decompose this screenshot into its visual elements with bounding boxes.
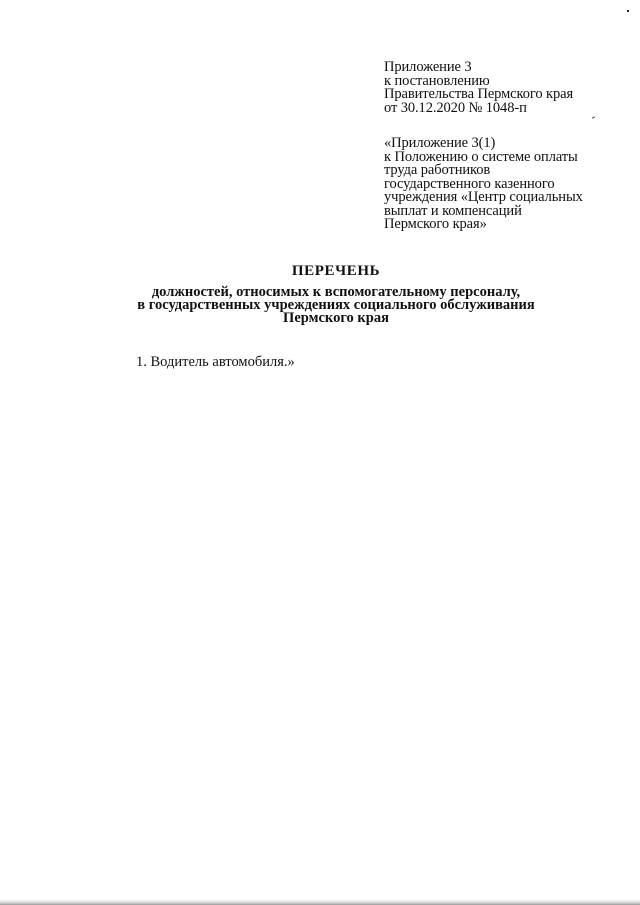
appendix-header-line: Приложение 3	[384, 59, 472, 75]
inner-appendix-header-line: выплат и компенсаций	[384, 202, 522, 219]
inner-appendix-header-line: «Приложение 3(1)	[384, 135, 496, 151]
scan-speck	[627, 10, 629, 12]
document-subtitle-line: Пермского края	[283, 310, 389, 326]
document-title: ПЕРЕЧЕНЬ	[291, 263, 381, 279]
positions-list	[136, 354, 295, 370]
inner-appendix-header-line: Пермского края»	[384, 216, 487, 232]
inner-appendix-header-line: к Положению о системе оплаты	[384, 148, 578, 165]
inner-appendix-header-line: учреждения «Центр социальных	[384, 189, 583, 205]
appendix-header-line: к постановлению	[384, 72, 490, 89]
inner-appendix-header-line: труда работников	[384, 162, 491, 178]
inner-appendix-header	[384, 137, 583, 232]
appendix-header-line: от 30.12.2020 № 1048-п	[384, 99, 527, 116]
document-subtitle-line: в государственных учреждениях социального обслуживания	[137, 297, 535, 313]
appendix-header-line: Правительства Пермского края	[384, 86, 574, 102]
inner-appendix-header-line: государственного казенного	[384, 175, 555, 192]
appendix-header	[384, 61, 573, 115]
document-subtitle	[0, 286, 640, 325]
list-item: 1. Водитель автомобиля.»	[136, 354, 295, 370]
scan-bottom-edge	[0, 899, 640, 905]
scan-speck	[592, 116, 595, 118]
document-subtitle-line: должностей, относимых к вспомогательному персоналу,	[151, 284, 521, 300]
